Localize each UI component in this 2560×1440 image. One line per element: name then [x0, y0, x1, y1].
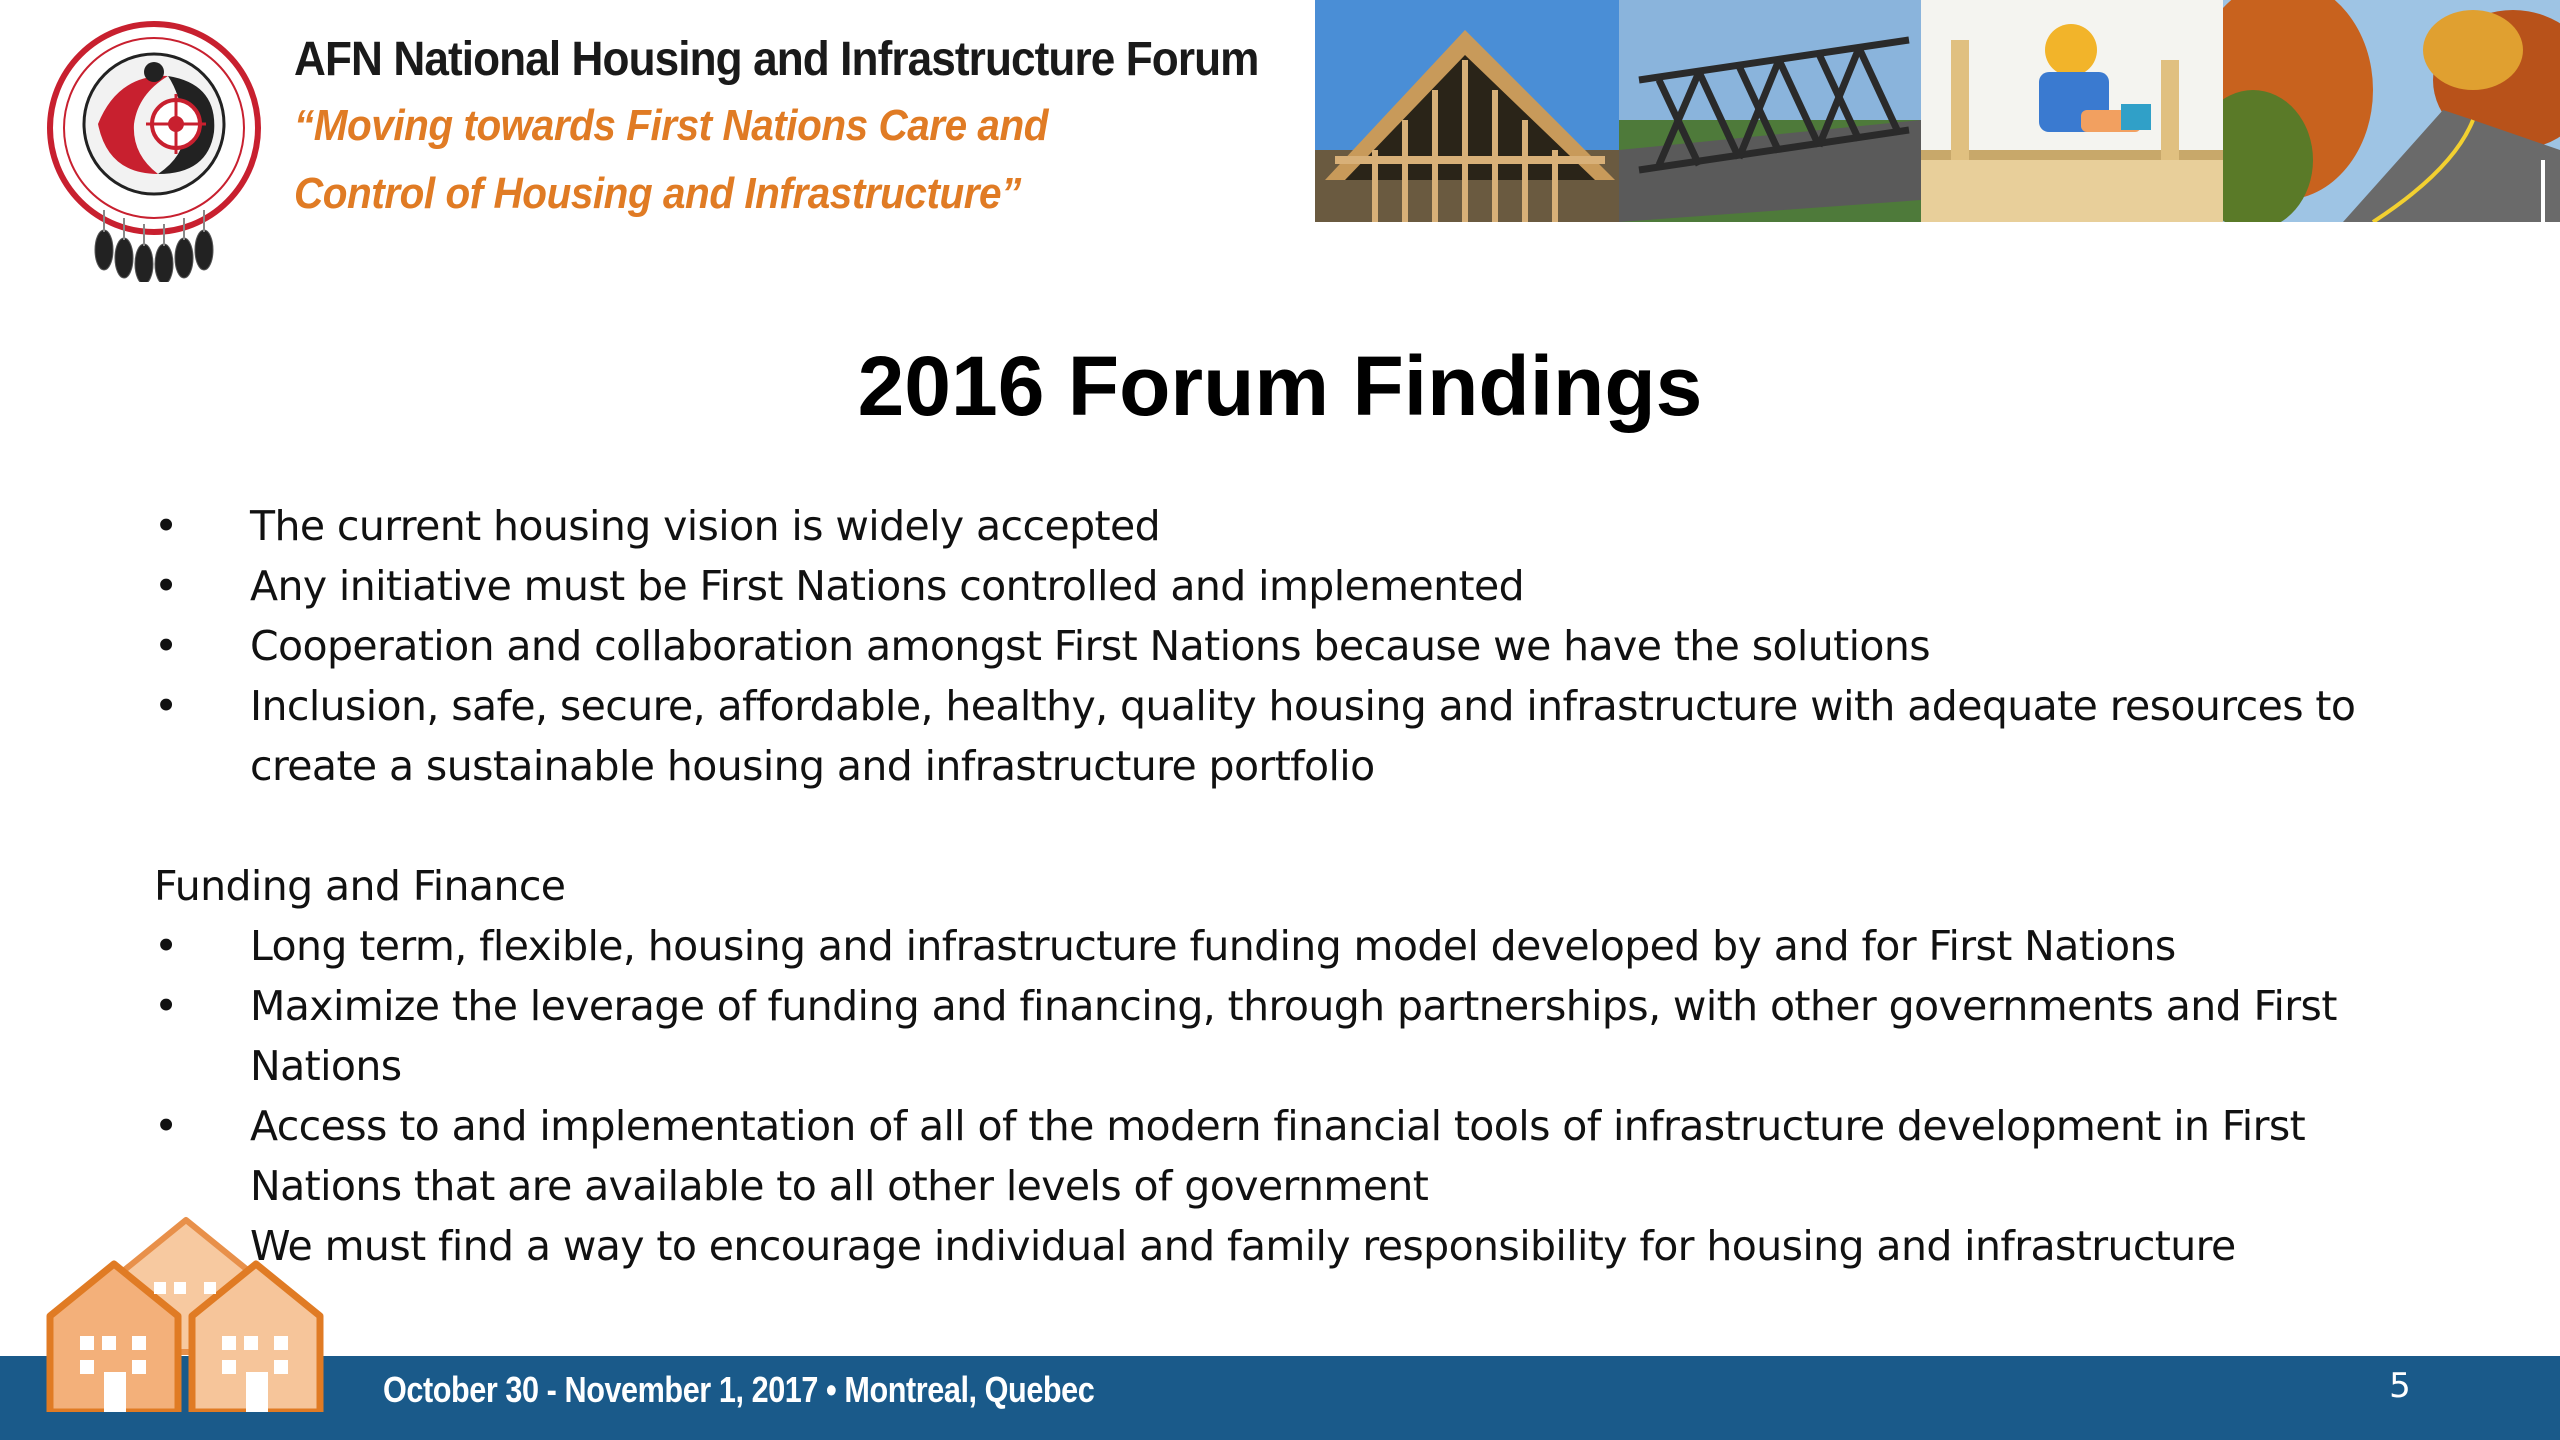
tagline-line-1: “Moving towards First Nations Care and [294, 101, 1048, 150]
bullet-icon: • [154, 562, 178, 610]
bullet-icon: • [154, 682, 178, 730]
list-item [154, 1096, 2414, 1216]
house-frame-photo [1315, 0, 1619, 222]
houses-icon [44, 1212, 344, 1412]
list-item [154, 676, 2414, 796]
list-item [154, 616, 2414, 676]
construction-worker-photo [1921, 0, 2223, 222]
event-dates-location: October 30 - November 1, 2017 • Montreal, Quebec [383, 1369, 1095, 1410]
list-item [154, 916, 2414, 976]
list-item-text: We must find a way to encourage individual and family responsibility for housing and infrastructure [250, 1222, 2236, 1270]
finance-list [154, 916, 2414, 1276]
autumn-road-photo [2223, 0, 2560, 222]
list-item [154, 556, 2414, 616]
list-item [154, 496, 2414, 556]
spacer [154, 796, 2414, 856]
header-photo-strip [1315, 0, 2560, 222]
list-item-text: Inclusion, safe, secure, affordable, healthy, quality housing and infrastructure with adequate resources to create a sustainable housing and infrastructure portfolio [250, 682, 2356, 790]
bullet-icon: • [154, 1102, 178, 1150]
list-item-text: Cooperation and collaboration amongst First Nations because we have the solutions [250, 622, 1931, 670]
bullet-icon: • [154, 982, 178, 1030]
page-number: 5 [2389, 1366, 2411, 1406]
list-item [154, 1216, 2414, 1276]
section-heading-funding: Funding and Finance [154, 862, 566, 910]
slide-content [154, 496, 2414, 1276]
list-item-text: Long term, flexible, housing and infrastructure funding model developed by and for First Nations [250, 922, 2176, 970]
list-item-text: Any initiative must be First Nations controlled and implemented [250, 562, 1525, 610]
list-item-text: Maximize the leverage of funding and financing, through partnerships, with other governments and First Nations [250, 982, 2337, 1090]
findings-list [154, 496, 2414, 796]
bullet-icon: • [154, 922, 178, 970]
forum-title: AFN National Housing and Infrastructure Forum [294, 33, 1259, 86]
bullet-icon: • [154, 622, 178, 670]
forum-tagline [294, 92, 1122, 228]
list-item [154, 976, 2414, 1096]
bullet-icon: • [154, 502, 178, 550]
tagline-line-2: Control of Housing and Infrastructure” [294, 169, 1021, 218]
slide-title: 2016 Forum Findings [857, 339, 1703, 433]
list-item-text: Access to and implementation of all of the modern financial tools of infrastructure development in First Nations that are available to all other levels of government [250, 1102, 2306, 1210]
wooden-bridge-photo [1619, 0, 1921, 222]
list-item-text: The current housing vision is widely accepted [250, 502, 1161, 550]
afn-seal-icon [38, 14, 270, 282]
